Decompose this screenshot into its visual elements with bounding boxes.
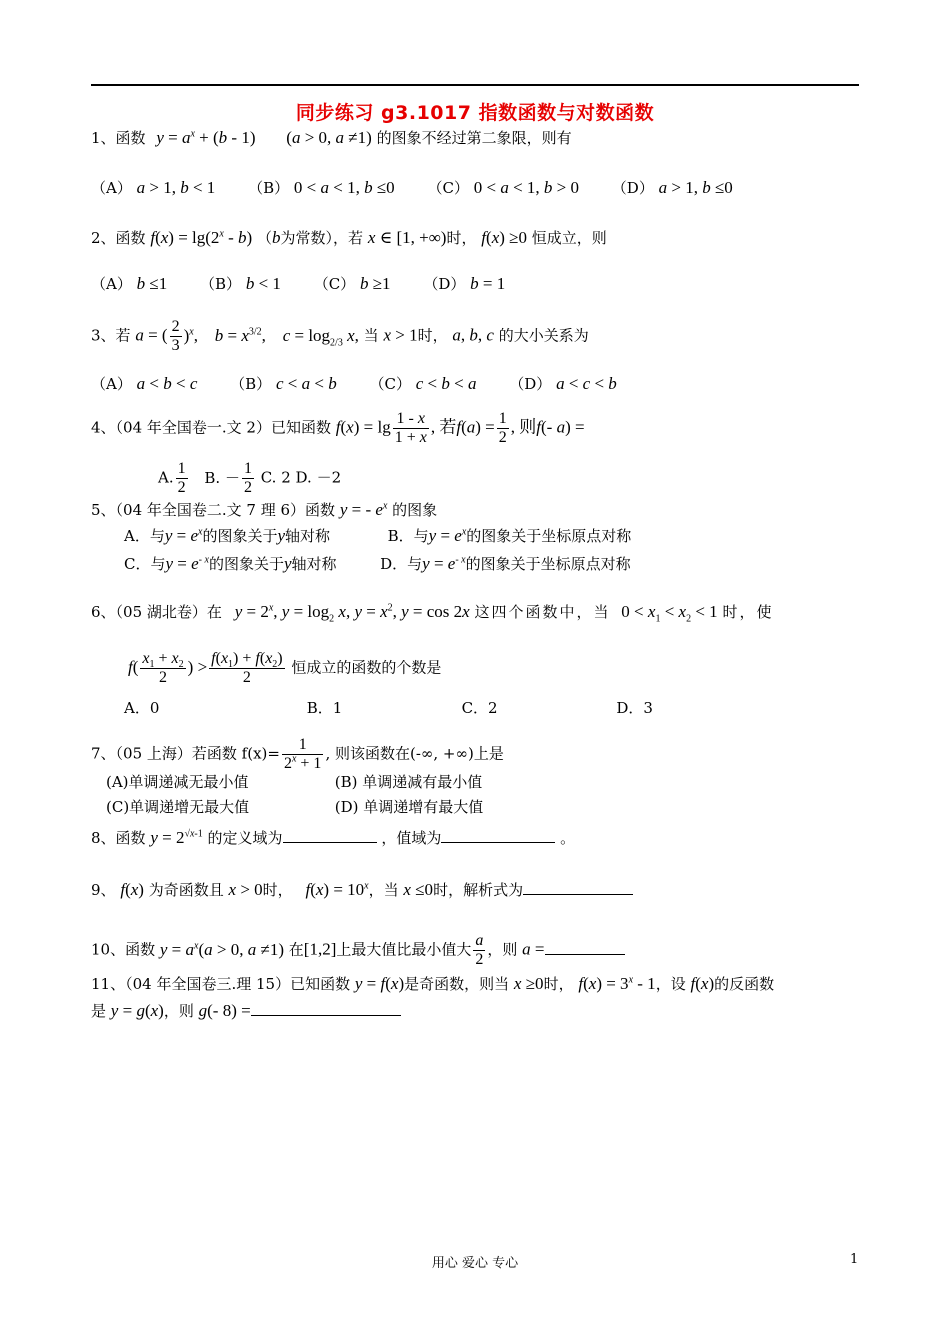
question-7-options-ab: (A)单调递减无最小值 (B) 单调递减有最小值 bbox=[106, 773, 483, 791]
question-7: 7、（05 上海）若函数 f(x)= $\frac{1}{2^x + 1}$ , 则该函数在(-∞, +∞)上是 bbox=[91, 736, 504, 772]
a-answer-blank[interactable] bbox=[545, 940, 625, 955]
question-11-line2: 是 y = g(x)，则 g(- 8) = bbox=[91, 1001, 401, 1021]
question-6-condition: f( $\frac{x_1 + x_2}{2}$ ) > $\frac{f(x_1) + f(x_2)}{2}$ 恒成立的函数的个数是 bbox=[128, 650, 442, 686]
question-6-options: A．0 B．1 C．2 D．3 bbox=[124, 699, 653, 717]
question-3: 3、若 a = ( $\frac{2}{3}$ )$^x$, $b = x^{3/2}$, $c = \log_{2/3} x$, 当 x > 1时， a, b, c 的大小关系为 bbox=[91, 318, 589, 354]
question-1-options: （A） a > 1, b < 1 （B） 0 < a < 1, b ≤0 （C） 0 < a < 1, b > 0 （D） a > 1, b ≤0 bbox=[91, 178, 733, 197]
question-2: 2、函数 $f(x) = \lg(2^x - b)$ （b为常数），若 x ∈ [1, +∞)时， f(x) ≥0 恒成立，则 bbox=[91, 228, 607, 247]
domain-answer-blank[interactable] bbox=[283, 828, 377, 843]
question-11: 11、（04 年全国卷三.理 15）已知函数 y = f(x)是奇函数，则当 x ≥0时， $f(x) = 3^x - 1$，设 f(x)的反函数 bbox=[91, 974, 775, 993]
question-10: 10、函数 $y = a^x(a > 0$, a ≠1) 在[1,2]上最大值比最小值大 $\frac{a}{2}$ ，则 a = bbox=[91, 932, 625, 969]
question-1: 1、函数 $y = a^x + (b - 1) (a > 0$, a ≠1) 的图象不经过第二象限，则有 bbox=[91, 128, 572, 147]
question-6: 6、（05 湖北卷）在 $y = 2^x$, $y = \log_2 x$, $y = x^2$, y = cos 2x 这四个函数中，当 $0 < x_1 < x_2 < 1$ 时，使 bbox=[91, 602, 774, 625]
question-7-options-cd: (C)单调递增无最大值 (D) 单调递增有最大值 bbox=[106, 798, 484, 816]
question-2-options: （A） b ≤1 （B） b < 1 （C） b ≥1 （D） b = 1 bbox=[91, 274, 506, 293]
question-5: 5、（04 年全国卷二.文 7 理 6）函数 y = - $e^x$ 的图象 bbox=[91, 500, 438, 519]
question-8: 8、函数 $y = 2^{√x-1}$ 的定义域为 ，值域为 。 bbox=[91, 828, 576, 847]
question-9: 9、 f(x) 为奇函数且 x > 0时， $f(x) = 10^x$，当 x ≤0时，解析式为 bbox=[91, 880, 633, 900]
page-number: 1 bbox=[850, 1252, 859, 1267]
page-title: 同步练习 g3.1017 指数函数与对数函数 bbox=[295, 102, 655, 124]
question-5-options-cd: C．与$y = e^{- x}$的图象关于y轴对称 D．与$y = e^{- x}$的图象关于坐标原点对称 bbox=[124, 554, 631, 573]
page-footer: 用心 爱心 专心 bbox=[431, 1256, 519, 1271]
question-4-options: A. $\frac{1}{2}$ B. － $\frac{1}{2}$ C. 2 D. －2 bbox=[158, 460, 342, 496]
question-3-options: （A） a < b < c （B） c < a < b （C） c < b < a （D） a < c < b bbox=[91, 374, 617, 393]
g-answer-blank[interactable] bbox=[251, 1001, 401, 1016]
range-answer-blank[interactable] bbox=[441, 828, 555, 843]
header-rule bbox=[91, 84, 859, 86]
question-5-options-ab: A．与$y = e^x$的图象关于y轴对称 B．与$y = e^x$的图象关于坐标原点对称 bbox=[124, 526, 632, 545]
expression-answer-blank[interactable] bbox=[523, 880, 633, 895]
question-4: 4、（04 年全国卷一.文 2）已知函数 f(x) = lg $\frac{1 - x}{1 + x}$ , 若f(a) = $\frac{1}{2}$ , 则f(- a) = bbox=[91, 410, 585, 446]
